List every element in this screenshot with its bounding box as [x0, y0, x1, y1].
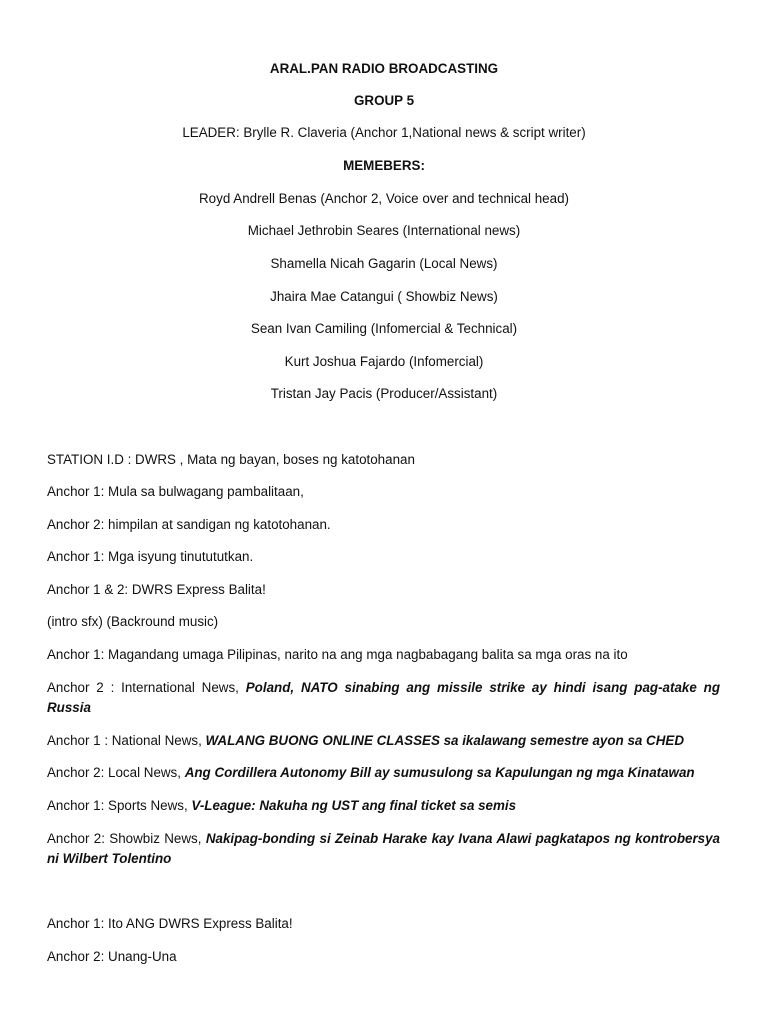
- member-item: Shamella Nicah Gagarin (Local News): [270, 256, 498, 271]
- script-line: Anchor 1: Ito ANG DWRS Express Balita!: [47, 916, 293, 931]
- news-headline: Nakipag-bonding si Zeinab Harake kay Ivana Alawi pagkatapos ng kontrobersya ni Wilbert Tolentino: [47, 831, 720, 866]
- member-item: Kurt Joshua Fajardo (Infomercial): [284, 354, 484, 369]
- group-label: GROUP 5: [353, 93, 415, 108]
- member-item: Tristan Jay Pacis (Producer/Assistant): [270, 386, 498, 401]
- script-line: Anchor 1 & 2: DWRS Express Balita!: [47, 582, 266, 597]
- news-headline: Poland, NATO sinabing ang missile strike ay hindi isang pag-atake ng Russia: [47, 680, 721, 715]
- line-prefix: Anchor 2: Local News,: [47, 765, 185, 780]
- script-line: Anchor 2: Unang-Una: [47, 949, 177, 964]
- news-headline: WALANG BUONG ONLINE CLASSES sa ikalawang semestre ayon sa CHED: [205, 733, 684, 748]
- member-item: Royd Andrell Benas (Anchor 2, Voice over and technical head): [199, 191, 569, 206]
- script-line: Anchor 2: himpilan at sandigan ng katotohanan.: [47, 517, 331, 532]
- line-prefix: Anchor 2: Showbiz News,: [47, 831, 206, 846]
- station-id-line: STATION I.D : DWRS , Mata ng bayan, boses ng katotohanan: [47, 452, 415, 467]
- line-prefix: Anchor 1 : National News,: [47, 733, 206, 748]
- member-item: Jhaira Mae Catangui ( Showbiz News): [270, 289, 498, 304]
- news-headline: V-League: Nakuha ng UST ang final ticket sa semis: [191, 798, 517, 813]
- sports-news-line: [47, 796, 720, 816]
- member-item: Michael Jethrobin Seares (International news): [247, 223, 521, 238]
- news-headline: Ang Cordillera Autonomy Bill ay sumusulong sa Kapulungan ng mga Kinatawan: [184, 765, 695, 780]
- members-heading: MEMEBERS:: [343, 158, 425, 173]
- line-prefix: Anchor 2 : International News,: [47, 680, 246, 695]
- script-line: (intro sfx) (Backround music): [47, 614, 219, 629]
- script-line: Anchor 1: Mula sa bulwagang pambalitaan,: [47, 484, 304, 499]
- line-prefix: Anchor 1: Sports News,: [47, 798, 192, 813]
- leader-line: LEADER: Brylle R. Claveria (Anchor 1,National news & script writer): [182, 125, 586, 140]
- showbiz-news-line: [47, 829, 720, 869]
- document-title: ARAL.PAN RADIO BROADCASTING: [269, 61, 499, 76]
- national-news-line: [47, 731, 720, 751]
- script-line: Anchor 1: Magandang umaga Pilipinas, narito na ang mga nagbabagang balita sa mga oras na ito: [47, 647, 628, 662]
- script-line: Anchor 1: Mga isyung tinutututkan.: [47, 549, 254, 564]
- international-news-line: [47, 678, 720, 718]
- member-item: Sean Ivan Camiling (Infomercial & Technical): [250, 321, 518, 336]
- local-news-line: [47, 763, 720, 783]
